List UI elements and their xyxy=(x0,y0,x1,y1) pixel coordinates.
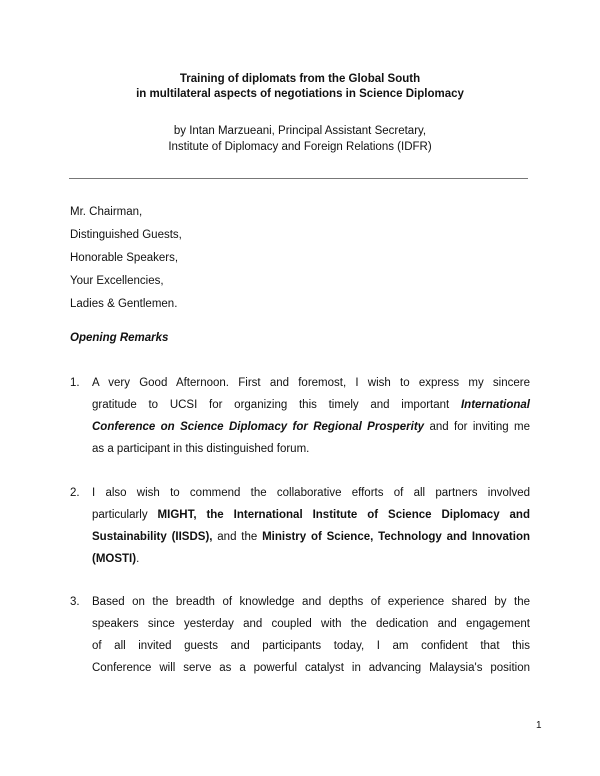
paragraph-line xyxy=(92,526,530,548)
salutation-line: Honorable Speakers, xyxy=(70,252,179,264)
paragraph-line xyxy=(92,394,530,416)
text-run-bold: Ministry of Science, Technology and Innovation xyxy=(262,531,530,543)
text-run-bold: (MOSTI) xyxy=(92,553,137,565)
salutations-block xyxy=(70,201,182,316)
byline-line-1: by Intan Marzueani, Principal Assistant Secretary, xyxy=(173,125,427,137)
title-line-1: Training of diplomats from the Global South xyxy=(179,73,421,85)
horizontal-divider xyxy=(69,178,528,179)
text-run: gratitude to UCSI for organizing this timely and important xyxy=(92,399,461,411)
paragraph-line: speakers since yesterday and coupled with the dedication and engagement xyxy=(92,618,530,630)
salutation-line: Your Excellencies, xyxy=(70,275,164,287)
paragraph-line: as a participant in this distinguished forum. xyxy=(92,443,310,455)
text-run: particularly xyxy=(92,509,158,521)
paragraph-3 xyxy=(70,591,530,679)
paragraph-line: Based on the breadth of knowledge and depths of experience shared by the xyxy=(92,596,530,608)
salutation-line: Ladies & Gentlemen. xyxy=(70,298,178,310)
paragraph-number: 3. xyxy=(70,596,80,608)
paragraph-line: I also wish to commend the collaborative efforts of all partners involved xyxy=(92,487,530,499)
paragraph-line: of all invited guests and participants today, I am confident that this xyxy=(92,640,530,652)
paragraph-line xyxy=(92,548,530,570)
text-run-bold: MIGHT, the International Institute of Science Diplomacy and xyxy=(157,509,530,521)
paragraph-line: A very Good Afternoon. First and foremost, I wish to express my sincere xyxy=(92,377,530,389)
paragraph-body xyxy=(92,482,530,570)
paragraph-2 xyxy=(70,482,530,570)
text-run-bold: International xyxy=(460,399,530,411)
text-run: . xyxy=(136,553,140,565)
text-run: and the xyxy=(212,531,263,543)
paragraph-number: 1. xyxy=(70,377,80,389)
salutation-line: Mr. Chairman, xyxy=(70,206,143,218)
paragraph-number: 2. xyxy=(70,487,80,499)
paragraph-line xyxy=(92,416,530,438)
paragraph-line: Conference will serve as a powerful catalyst in advancing Malaysia's position xyxy=(92,662,530,674)
paragraph-line xyxy=(92,504,530,526)
paragraph-body xyxy=(92,372,530,460)
title-line-2: in multilateral aspects of negotiations in Science Diplomacy xyxy=(136,88,464,100)
paragraph-1 xyxy=(70,372,530,460)
text-run-bold: Sustainability (IISDS), xyxy=(92,531,213,543)
paragraph-body xyxy=(92,591,530,679)
author-byline xyxy=(0,123,600,155)
document-title xyxy=(0,72,600,102)
section-heading: Opening Remarks xyxy=(70,332,169,344)
text-run-bold: Conference on Science Diplomacy for Regional Prosperity xyxy=(92,421,425,433)
salutation-line: Distinguished Guests, xyxy=(70,229,182,241)
page-number: 1 xyxy=(536,720,542,731)
byline-line-2: Institute of Diplomacy and Foreign Relations (IDFR) xyxy=(168,141,432,153)
text-run: and for inviting me xyxy=(424,421,530,433)
